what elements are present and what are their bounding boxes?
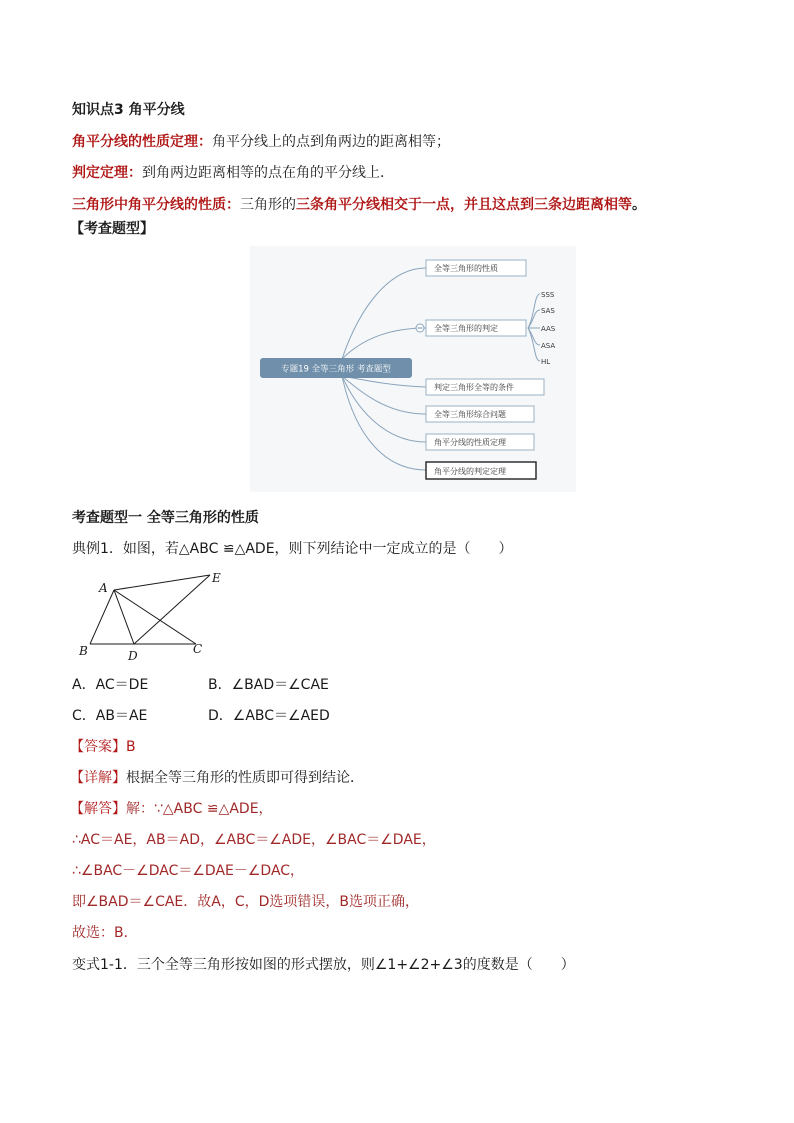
solution-label: 【解答】 (70, 801, 126, 817)
connector-6 (342, 376, 426, 470)
property-theorem (72, 132, 450, 152)
option-d: D．∠ABC＝∠AED (208, 708, 330, 724)
label-b: B (79, 644, 88, 658)
detail-text: 根据全等三角形的性质即可得到结论． (126, 770, 364, 786)
segment-ab (90, 590, 114, 644)
branch-label-5: 角平分线的性质定理 (434, 438, 506, 447)
triangle-property (72, 195, 646, 215)
triangle-property-text-1: 三角形的 (240, 197, 296, 213)
branch-label-1: 全等三角形的性质 (434, 264, 498, 273)
segment-ac (114, 590, 196, 644)
sub-branch-aas: AAS (541, 325, 556, 333)
judge-theorem-label: 判定定理： (72, 165, 142, 181)
property-theorem-text: 角平分线上的点到角两边的距离相等； (212, 134, 450, 150)
sub-branch-sss: SSS (541, 291, 555, 299)
label-e: E (212, 571, 221, 585)
branch-label-4: 全等三角形综合问题 (434, 410, 506, 419)
sub-branch-hl: HL (541, 358, 551, 366)
type1-heading: 考查题型一 全等三角形的性质 (72, 510, 259, 526)
property-theorem-label: 角平分线的性质定理： (72, 134, 212, 150)
mindmap-figure (250, 246, 576, 492)
detail-label: 【详解】 (70, 770, 126, 786)
option-a: A．AC＝DE (72, 677, 149, 693)
triangle-property-text-2: 三条角平分线相交于一点，并且这点到三条边距离相等 (296, 197, 632, 213)
sub-connector-2 (528, 310, 540, 328)
label-c: C (193, 642, 203, 656)
answer-label: 【答案】 (70, 739, 126, 755)
judge-theorem-text: 到角两边距离相等的点在角的平分线上． (142, 165, 394, 181)
exam-types-heading: 【考查题型】 (70, 221, 154, 237)
variant-question: 变式1-1．三个全等三角形按如图的形式摆放，则∠1+∠2+∠3的度数是（ ） (72, 957, 575, 973)
option-c: C．AB＝AE (72, 708, 148, 724)
triangle-svg (76, 568, 226, 664)
triangle-property-text-3: 。 (632, 197, 646, 213)
triangle-property-label: 三角形中角平分线的性质： (72, 197, 240, 213)
solution-line-4: 即∠BAD＝∠CAE．故A，C，D选项错误，B选项正确， (72, 894, 419, 910)
sub-branch-sas: SAS (541, 307, 555, 315)
sub-connector-4 (528, 328, 540, 345)
segment-ad (114, 590, 134, 644)
option-b: B．∠BAD＝∠CAE (208, 677, 329, 693)
sub-branch-asa: ASA (541, 342, 556, 350)
branch-label-6: 角平分线的判定定理 (434, 467, 506, 476)
solution-text-1: 解：∵△ABC ≌△ADE， (126, 801, 273, 817)
detail-line (70, 768, 364, 788)
section-title: 知识点3 角平分线 (72, 102, 185, 118)
answer-value: B (126, 739, 136, 755)
answer-line (70, 737, 136, 757)
mindmap-root-label: 专题19 全等三角形 考查题型 (281, 364, 391, 375)
label-a: A (99, 581, 108, 595)
label-d: D (128, 649, 138, 663)
connector-1 (342, 268, 426, 359)
branch-label-3: 判定三角形全等的条件 (434, 383, 514, 392)
solution-line-3: ∴∠BAC－∠DAC＝∠DAE－∠DAC， (72, 863, 305, 879)
solution-line-2: ∴AC＝AE，AB＝AD，∠ABC＝∠ADE，∠BAC＝∠DAE， (72, 832, 436, 848)
connector-2 (342, 328, 426, 359)
mindmap-svg (250, 246, 576, 492)
branch-label-2: 全等三角形的判定 (434, 324, 498, 333)
judge-theorem (72, 163, 394, 183)
solution-line-5: 故选：B． (72, 925, 138, 941)
connector-4 (342, 376, 426, 414)
triangle-figure (76, 568, 226, 664)
example-question: 典例1．如图，若△ABC ≌△ADE，则下列结论中一定成立的是（ ） (72, 541, 513, 557)
solution-line-1 (70, 799, 273, 819)
